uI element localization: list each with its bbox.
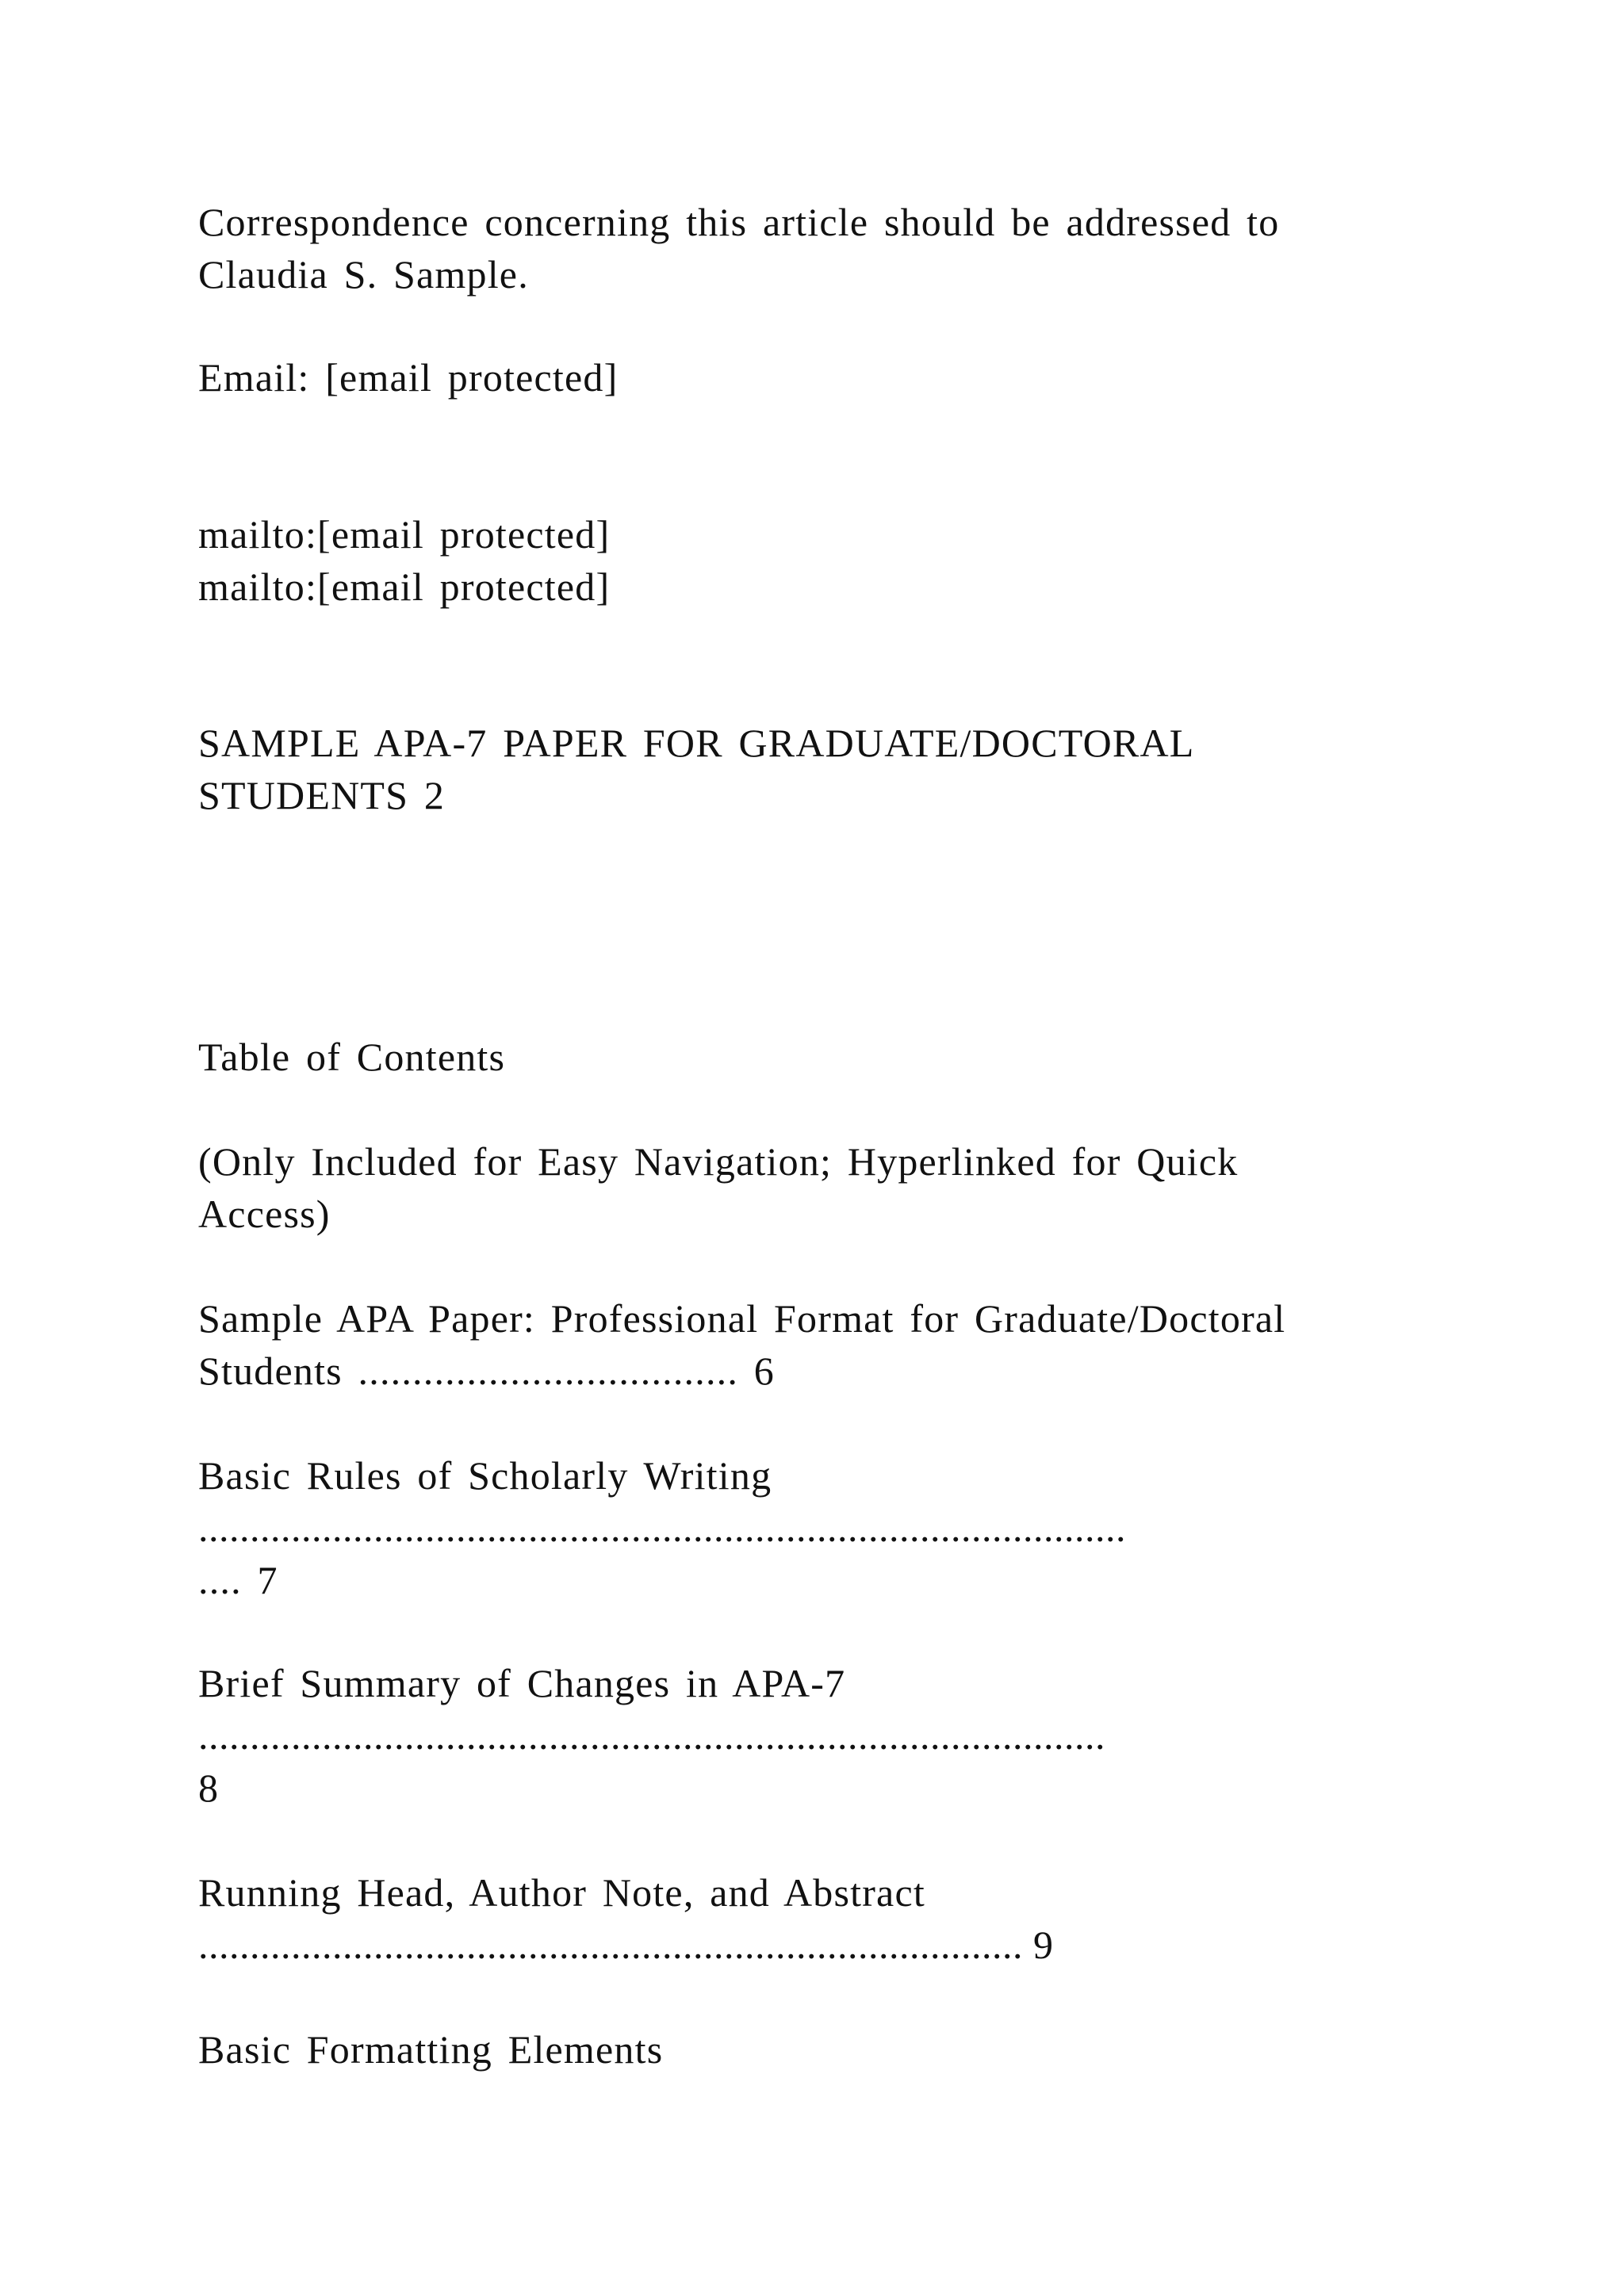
correspondence-line-2: Claudia S. Sample. [198,252,529,297]
toc-note [198,1135,1435,1240]
toc-entry-page[interactable]: ................................................................................ 9 [198,1923,1054,1967]
email-text: Email: [email protected] [198,355,619,400]
toc-note-line-1: (Only Included for Easy Navigation; Hyperlinked for Quick [198,1139,1239,1184]
toc-entry-basic-formatting[interactable] [198,2023,1435,2076]
toc-entry-leader[interactable]: .......................................................................................... [198,1506,1126,1550]
document-page [198,0,1435,2296]
toc-entry-page[interactable]: 8 [198,1766,220,1810]
toc-entry-title[interactable]: Sample APA Paper: Professional Format for Graduate/Doctoral [198,1296,1286,1341]
toc-entry-sample-apa-paper[interactable] [198,1292,1435,1397]
toc-entry-title[interactable]: Basic Rules of Scholarly Writing [198,1453,772,1498]
running-header-line-1: SAMPLE APA-7 PAPER FOR GRADUATE/DOCTORAL [198,721,1195,765]
toc-entry-title[interactable]: Running Head, Author Note, and Abstract [198,1870,925,1915]
toc-entry-summary-of-changes[interactable] [198,1657,1435,1814]
toc-note-line-2: Access) [198,1192,331,1236]
toc-entry-running-head[interactable] [198,1866,1435,1971]
toc-entry-page[interactable]: Students ................................... 6 [198,1349,775,1393]
toc-entry-leader[interactable]: ........................................................................................ [198,1713,1105,1758]
toc-entry-basic-rules[interactable] [198,1449,1435,1606]
correspondence-line-1: Correspondence concerning this article should be addressed to [198,200,1280,244]
mailto-link-1[interactable]: mailto:[email protected] [198,512,611,557]
running-header-line-2: STUDENTS 2 [198,773,446,817]
toc-title-text: Table of Contents [198,1035,506,1079]
correspondence-note [198,196,1435,300]
email-line [198,351,1435,404]
mailto-link-2[interactable]: mailto:[email protected] [198,564,611,609]
toc-entry-title[interactable]: Basic Formatting Elements [198,2027,664,2072]
toc-entry-title[interactable]: Brief Summary of Changes in APA-7 [198,1661,846,1705]
toc-entry-page[interactable]: .... 7 [198,1558,278,1602]
toc-title [198,1031,1435,1083]
mailto-links [198,508,1435,613]
running-header [198,717,1435,821]
